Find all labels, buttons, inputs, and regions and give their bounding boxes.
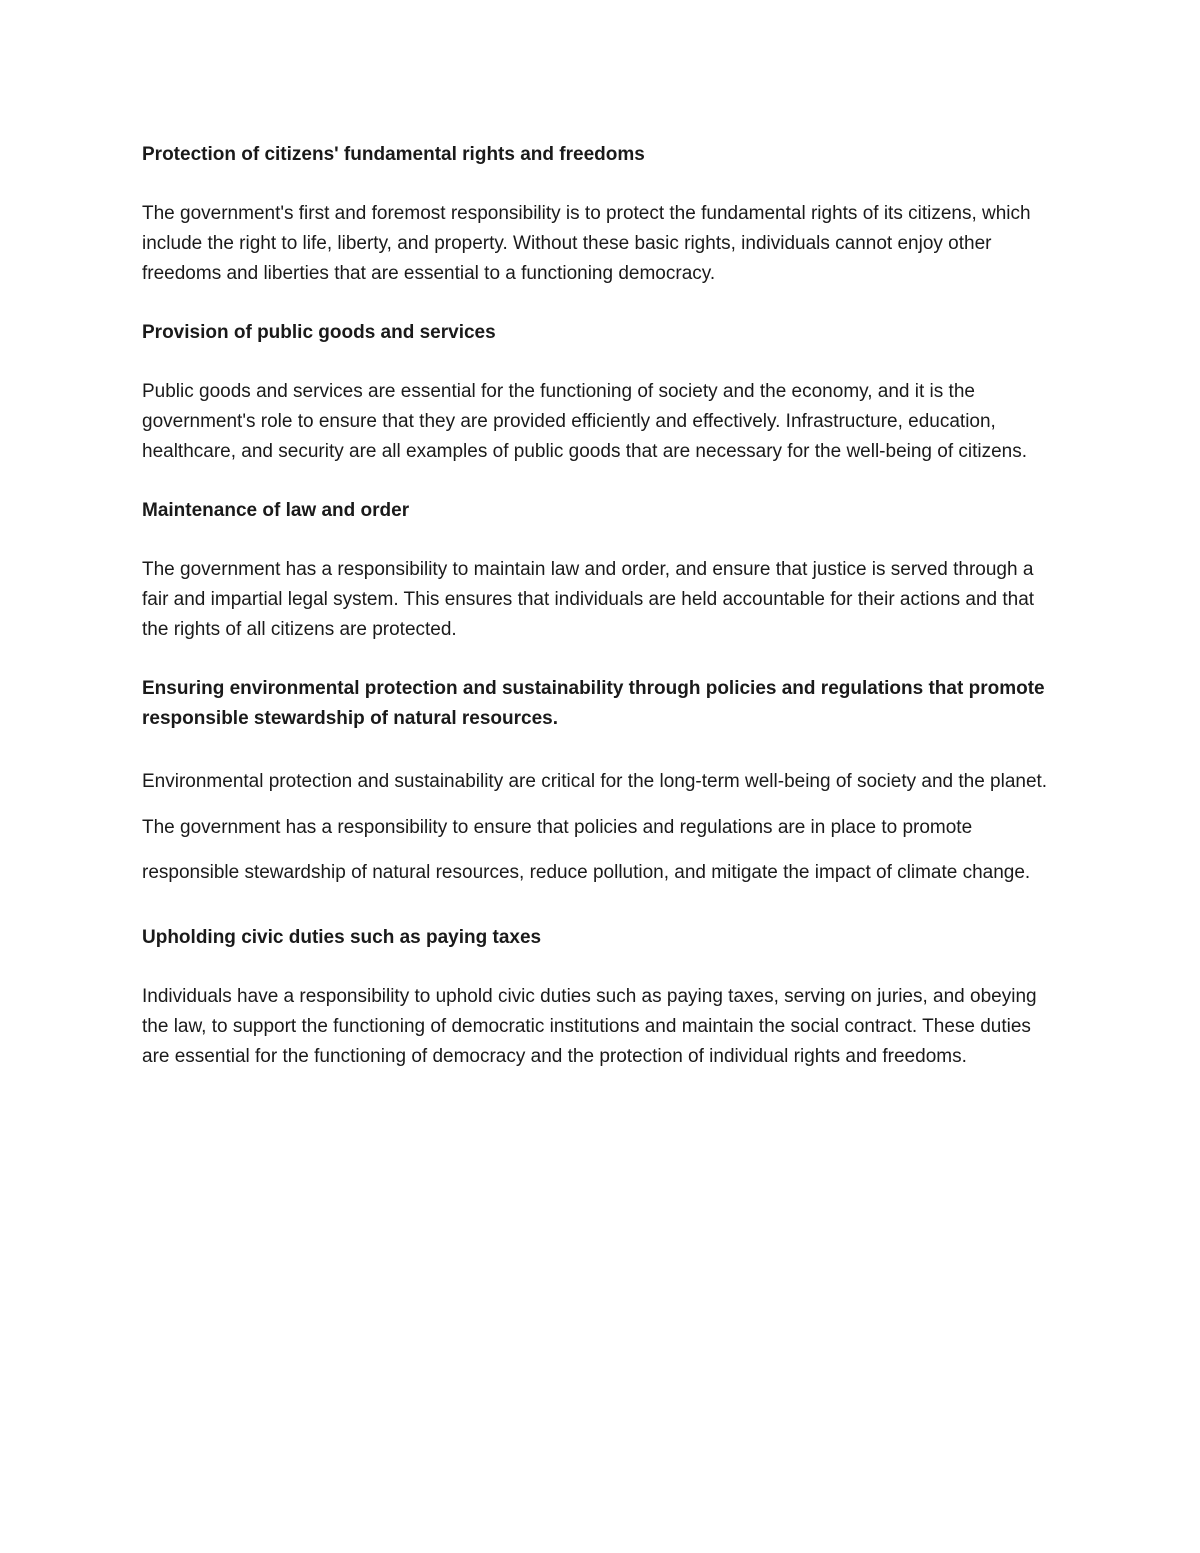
section-heading-law-and-order: Maintenance of law and order bbox=[142, 500, 410, 521]
section-body-fundamental-rights: The government's first and foremost responsibility is to protect the fundamental rights of its citizens, which include the right to life, liberty, and property. Without these basic rights, individuals cannot enjoy other freedoms and liberties that are essential to a functioning democracy. bbox=[142, 203, 1031, 284]
section-heading-fundamental-rights: Protection of citizens' fundamental rights and freedoms bbox=[142, 144, 645, 165]
section-heading-civic-duties: Upholding civic duties such as paying taxes bbox=[142, 926, 542, 948]
section-body-public-goods: Public goods and services are essential for the functioning of society and the economy, and it is the government's role to ensure that they are provided efficiently and effectively. Infrastructure, education, healthcare, and security are all examples of public goods that are necessary for the well-being of citizens. bbox=[142, 381, 1028, 462]
section-body-law-and-order: The government has a responsibility to maintain law and order, and ensure that justice is served through a fair and impartial legal system. This ensures that individuals are held accountable for their actions and that the rights of all citizens are protected. bbox=[142, 559, 1035, 640]
section-body-civic-duties: Individuals have a responsibility to uphold civic duties such as paying taxes, serving on juries, and obeying the law, to support the functioning of democratic institutions and maintain the social contract. These duties are essential for the functioning of democracy and the protection of individual rights and freedoms. bbox=[142, 985, 1037, 1067]
document-body bbox=[142, 140, 1062, 1101]
section-heading-public-goods: Provision of public goods and services bbox=[142, 322, 496, 343]
section-heading-environment: Ensuring environmental protection and sustainability through policies and regulations that promote responsible stewardship of natural resources. bbox=[142, 678, 1045, 729]
section-body-environment: Environmental protection and sustainability are critical for the long-term well-being of society and the planet. The government has a responsibility to ensure that policies and regulations are in place to promote responsible stewardship of natural resources, reduce pollution, and mitigate the impact of climate change. bbox=[142, 771, 1048, 883]
